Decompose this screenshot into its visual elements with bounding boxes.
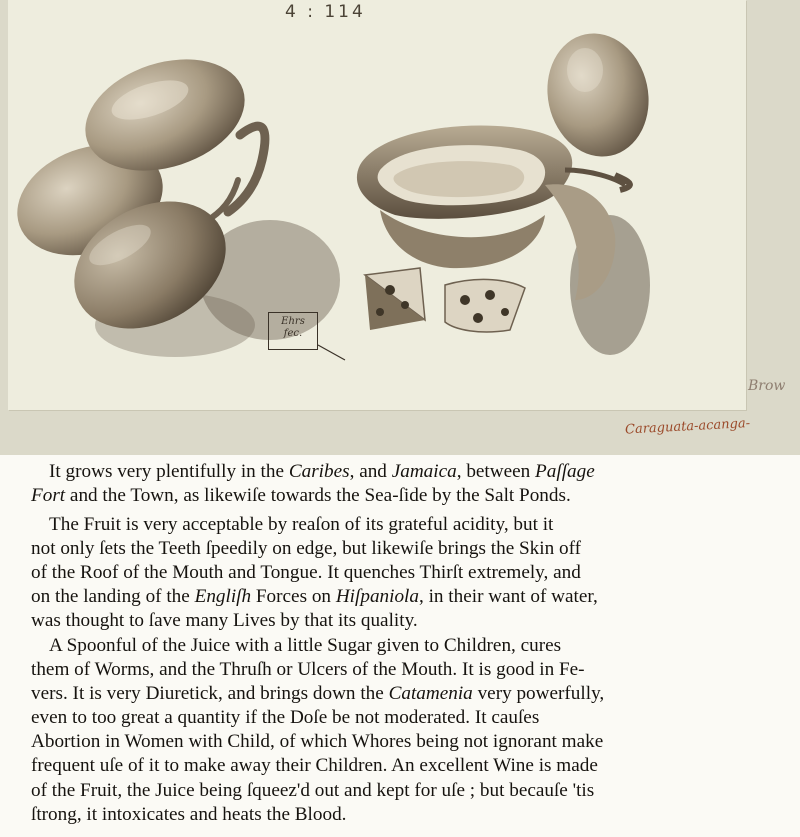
side-note: Brow: [748, 378, 786, 394]
text-line: frequent uſe of it to make away their Children. An excellent Wine is made: [31, 755, 598, 776]
text-line: A Spoonful of the Juice with a little Sugar given to Children, cures: [49, 635, 562, 656]
fruit-halved-underside: [380, 210, 545, 268]
text-block: [0, 455, 800, 837]
signature-name: Ehrs: [281, 316, 305, 327]
text-line: The Fruit is very acceptable by reaſon of its grateful acidity, but it: [49, 514, 554, 535]
text-line: vers. It is very Diuretick, and brings down the Catamenia very powerfully,: [31, 683, 605, 704]
seed-4: [460, 295, 470, 305]
text-line: on the landing of the Engliſh Forces on Hiſpaniola, in their want of water,: [31, 586, 598, 607]
text-line: Fort and the Town, as likewiſe towards the Sea-ſide by the Salt Ponds.: [31, 485, 571, 506]
artist-signature: [268, 312, 318, 350]
stem-halved: [565, 170, 625, 185]
text-line: was thought to ſave many Lives by that its quality.: [31, 610, 418, 631]
text-line: them of Worms, and the Thruſh or Ulcers of the Mouth. It is good in Fe-: [31, 659, 585, 680]
seed-2: [401, 301, 409, 309]
specimen-label: Caraguata-acanga-: [624, 416, 751, 438]
seed-7: [501, 308, 509, 316]
seed-5: [485, 290, 495, 300]
signature-flourish: [318, 345, 345, 360]
seed-6: [473, 313, 483, 323]
seed-1: [385, 285, 395, 295]
text-line: Abortion in Women with Child, of which Whores being not ignorant make: [31, 731, 604, 752]
text-line: It grows very plentifully in the Caribes, and Jamaica, between Paſſage: [49, 461, 595, 482]
stem-left: [228, 126, 265, 212]
text-line: ſtrong, it intoxicates and heats the Blood.: [31, 804, 347, 825]
highlight-upright: [567, 48, 603, 92]
text-line: of the Fruit, the Juice being ſqueez'd out and kept for uſe ; but becauſe 'tis: [31, 780, 595, 801]
wedge-right: [445, 279, 525, 332]
signature-fec: fec.: [283, 328, 303, 339]
folio-number: 4 : 114: [285, 2, 366, 22]
text-line: of the Roof of the Mouth and Tongue. It quenches Thirſt extremely, and: [31, 562, 581, 583]
text-line: not only ſets the Teeth ſpeedily on edge, but likewiſe brings the Skin off: [31, 538, 582, 559]
seed-3: [376, 308, 384, 316]
text-line: even to too great a quantity if the Doſe be not moderated. It cauſes: [31, 707, 540, 728]
